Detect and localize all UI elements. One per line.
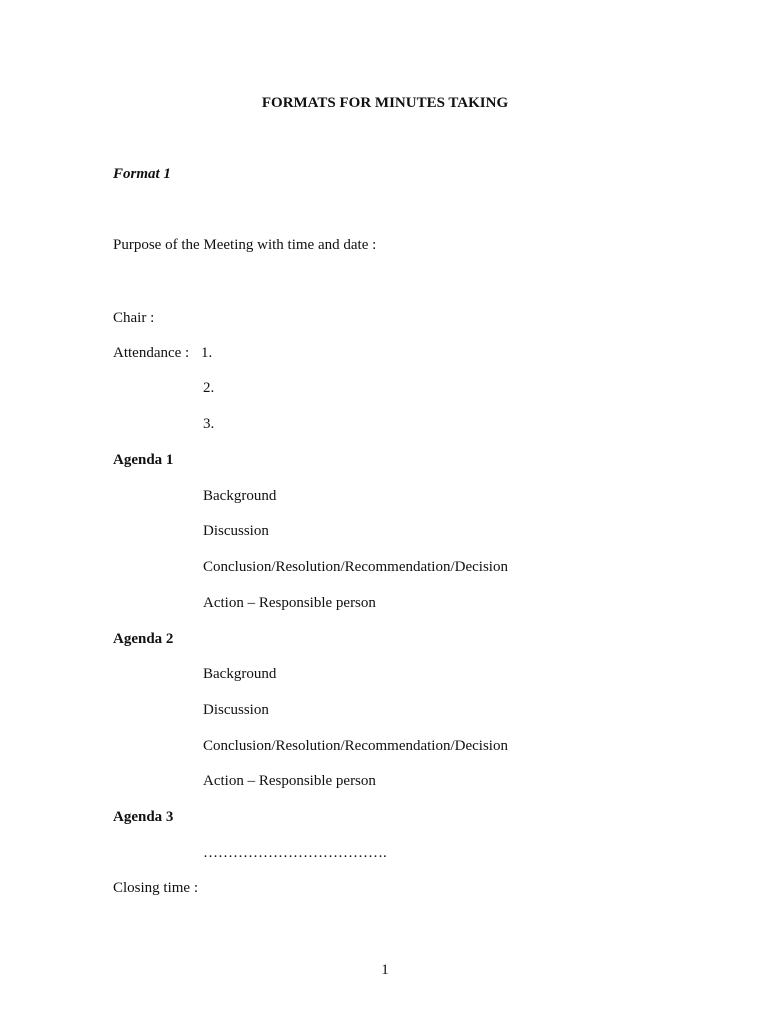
agenda-1-discussion: Discussion (203, 523, 269, 539)
attendance-label: Attendance : (113, 345, 190, 361)
document-title: FORMATS FOR MINUTES TAKING (261, 95, 509, 111)
agenda-2-discussion: Discussion (203, 702, 269, 718)
agenda-3-heading: Agenda 3 (113, 809, 174, 825)
agenda-2-heading: Agenda 2 (113, 631, 174, 647)
agenda-1-background: Background (203, 488, 277, 504)
agenda-2-conclusion: Conclusion/Resolution/Recommendation/Decision (203, 738, 508, 754)
agenda-3-placeholder: ………………………………. (203, 845, 387, 861)
closing-time-label: Closing time : (113, 880, 199, 896)
agenda-1-action: Action – Responsible person (203, 595, 376, 611)
purpose-label: Purpose of the Meeting with time and date : (113, 237, 377, 253)
attendance-item-2: 2. (203, 380, 215, 396)
agenda-2-background: Background (203, 666, 277, 682)
agenda-2-action: Action – Responsible person (203, 773, 376, 789)
page-number: 1 (381, 962, 389, 978)
chair-label: Chair : (113, 310, 155, 326)
agenda-1-conclusion: Conclusion/Resolution/Recommendation/Decision (203, 559, 508, 575)
agenda-1-heading: Agenda 1 (113, 452, 174, 468)
attendance-item-3: 3. (203, 416, 215, 432)
attendance-item-1: 1. (201, 345, 213, 361)
format-heading: Format 1 (113, 166, 171, 182)
